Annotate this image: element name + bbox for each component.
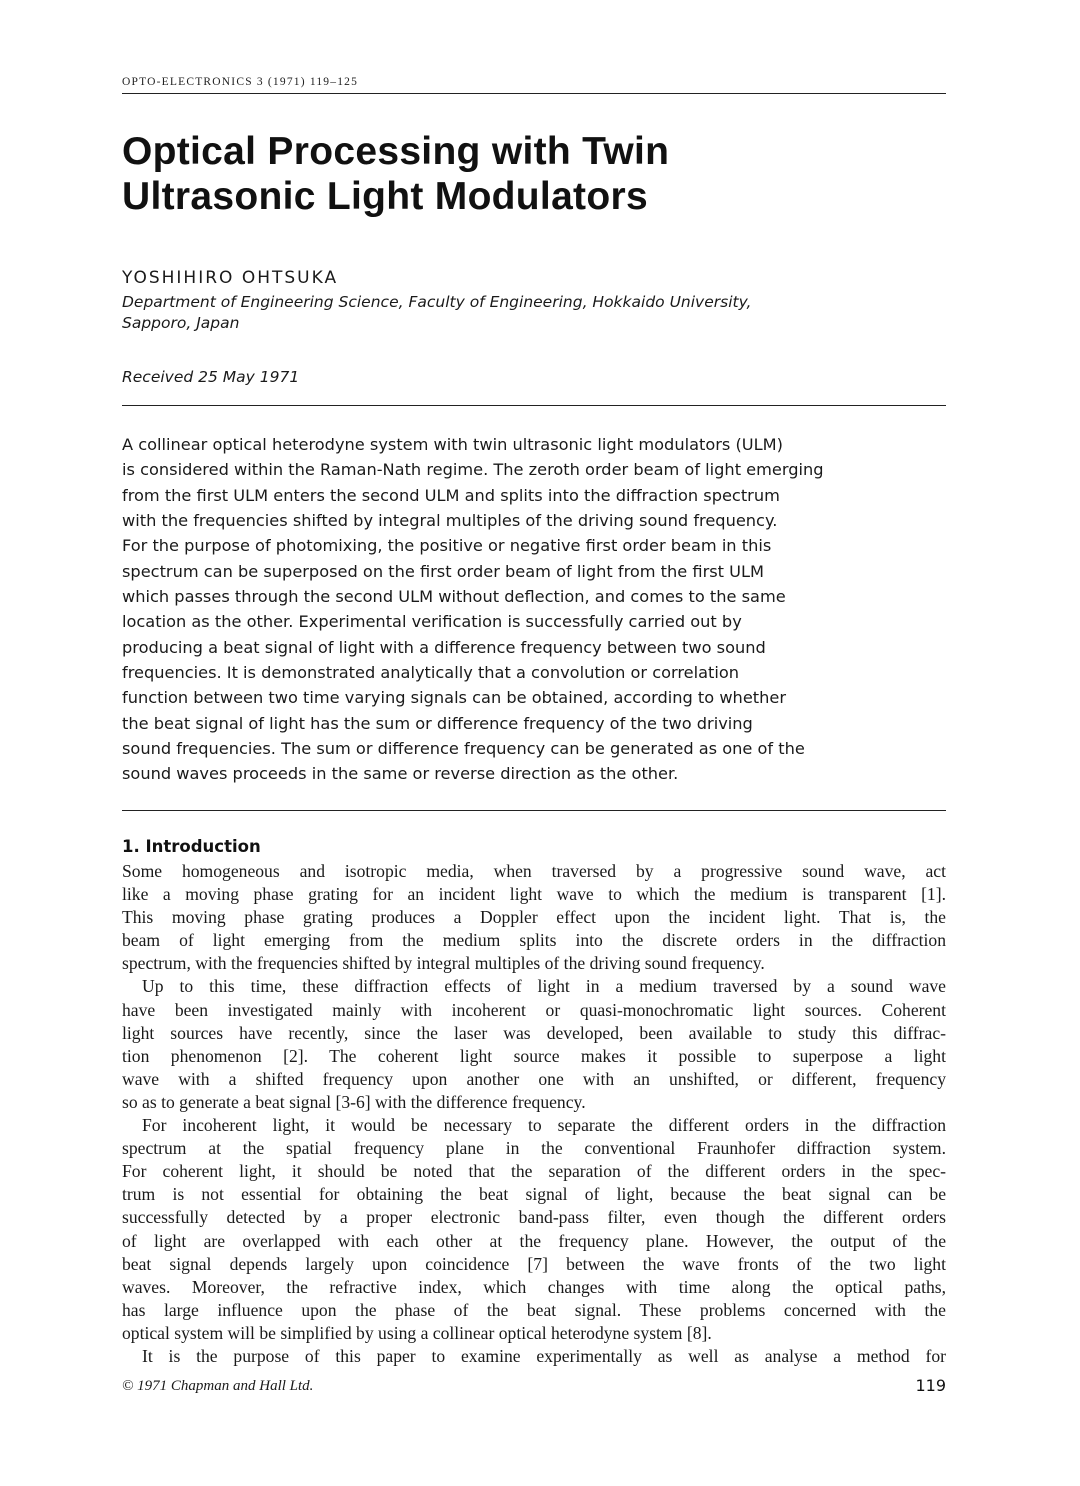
paper-title xyxy=(122,129,669,219)
abstract-line: from the first ULM enters the second ULM and splits into the diffraction spectrum xyxy=(122,485,780,505)
body-line: beat signal depends largely upon coincidence [7] between the wave fronts of the two light xyxy=(122,1253,946,1274)
abstract-line: A collinear optical heterodyne system with twin ultrasonic light modulators (ULM) xyxy=(122,435,783,454)
body-line: tion phenomenon [2]. The coherent light source makes it possible to superpose a light xyxy=(122,1045,946,1066)
body-line: of light are overlapped with each other at the frequency plane. However, the output of the xyxy=(122,1230,946,1251)
abstract xyxy=(122,432,946,787)
copyright-notice: © 1971 Chapman and Hall Ltd. xyxy=(122,1378,314,1394)
body-line: beam of light emerging from the medium splits into the discrete orders in the diffraction xyxy=(122,930,946,951)
title-line: Ultrasonic Light Modulators xyxy=(122,175,648,218)
body-line: have been investigated mainly with incoherent or quasi-monochromatic light sources. Coherent xyxy=(122,999,946,1020)
abstract-line: sound waves proceeds in the same or reverse direction as the other. xyxy=(122,764,679,784)
abstract-line: location as the other. Experimental verification is successfully carried out by xyxy=(122,612,742,632)
abstract-line: the beat signal of light has the sum or difference frequency of the two driving xyxy=(122,713,753,733)
abstract-line: frequencies. It is demonstrated analytically that a convolution or correlation xyxy=(122,663,740,683)
abstract-top-rule xyxy=(122,405,946,406)
body-line: so as to generate a beat signal [3-6] with the difference frequency. xyxy=(122,1091,586,1112)
abstract-line: function between two time varying signals can be obtained, according to whether xyxy=(122,688,786,708)
body-line: has large influence upon the phase of the beat signal. These problems concerned with the xyxy=(122,1299,946,1320)
abstract-line: is considered within the Raman-Nath regime. The zeroth order beam of light emerging xyxy=(122,460,824,480)
author-affiliation xyxy=(122,292,946,334)
body-line: Some homogeneous and isotropic media, when traversed by a progressive sound wave, act xyxy=(122,861,946,881)
body-line: For incoherent light, it would be necessary to separate the different orders in the diffraction xyxy=(142,1115,946,1136)
affiliation-line: Department of Engineering Science, Faculty of Engineering, Hokkaido University, xyxy=(122,293,752,311)
body-line: waves. Moreover, the refractive index, which changes with time along the optical paths, xyxy=(122,1276,946,1297)
body-line: successfully detected by a proper electronic band-pass filter, even though the different orders xyxy=(122,1207,946,1228)
page-number: 119 xyxy=(915,1376,946,1395)
abstract-line: producing a beat signal of light with a difference frequency between two sound xyxy=(122,637,766,657)
body-line: Up to this time, these diffraction effects of light in a medium traversed by a sound wave xyxy=(142,976,946,997)
abstract-line: sound frequencies. The sum or difference frequency can be generated as one of the xyxy=(122,739,805,759)
body-line: wave with a shifted frequency upon another one with an unshifted, or different, frequency xyxy=(122,1068,946,1089)
body-line: like a moving phase grating for an incident light wave to which the medium is transparent [1]. xyxy=(122,884,946,905)
body-line: trum is not essential for obtaining the beat signal of light, because the beat signal can be xyxy=(122,1184,946,1205)
introduction-body xyxy=(122,860,946,1368)
author-name: YOSHIHIRO OHTSUKA xyxy=(122,268,339,288)
body-line: light sources have recently, since the laser was developed, been available to study this diffrac- xyxy=(122,1022,946,1043)
title-line: Optical Processing with Twin xyxy=(122,130,670,173)
body-line: It is the purpose of this paper to examine experimentally as well as analyse a method for xyxy=(142,1345,946,1366)
abstract-line: For the purpose of photomixing, the positive or negative first order beam in this xyxy=(122,536,772,556)
body-line: optical system will be simplified by using a collinear optical heterodyne system [8]. xyxy=(122,1322,712,1343)
abstract-line: which passes through the second ULM without deflection, and comes to the same xyxy=(122,587,786,607)
body-line: spectrum, with the frequencies shifted by integral multiples of the driving sound frequency. xyxy=(122,953,765,974)
abstract-line: with the frequencies shifted by integral multiples of the driving sound frequency. xyxy=(122,511,778,531)
paper-page xyxy=(122,0,946,1486)
body-line: spectrum at the spatial frequency plane in the conventional Fraunhofer diffraction system. xyxy=(122,1138,946,1159)
journal-citation: OPTO-ELECTRONICS 3 (1971) 119–125 xyxy=(122,76,359,88)
received-date: Received 25 May 1971 xyxy=(122,368,300,386)
section-heading-introduction: 1. Introduction xyxy=(122,837,261,856)
header-rule xyxy=(122,93,946,94)
body-line: For coherent light, it should be noted that the separation of the different orders in the spec- xyxy=(122,1161,946,1182)
affiliation-line: Sapporo, Japan xyxy=(122,314,240,332)
abstract-bottom-rule xyxy=(122,810,946,811)
abstract-line: spectrum can be superposed on the first order beam of light from the first ULM xyxy=(122,561,765,581)
body-line: This moving phase grating produces a Doppler effect upon the incident light. That is, the xyxy=(122,907,946,928)
